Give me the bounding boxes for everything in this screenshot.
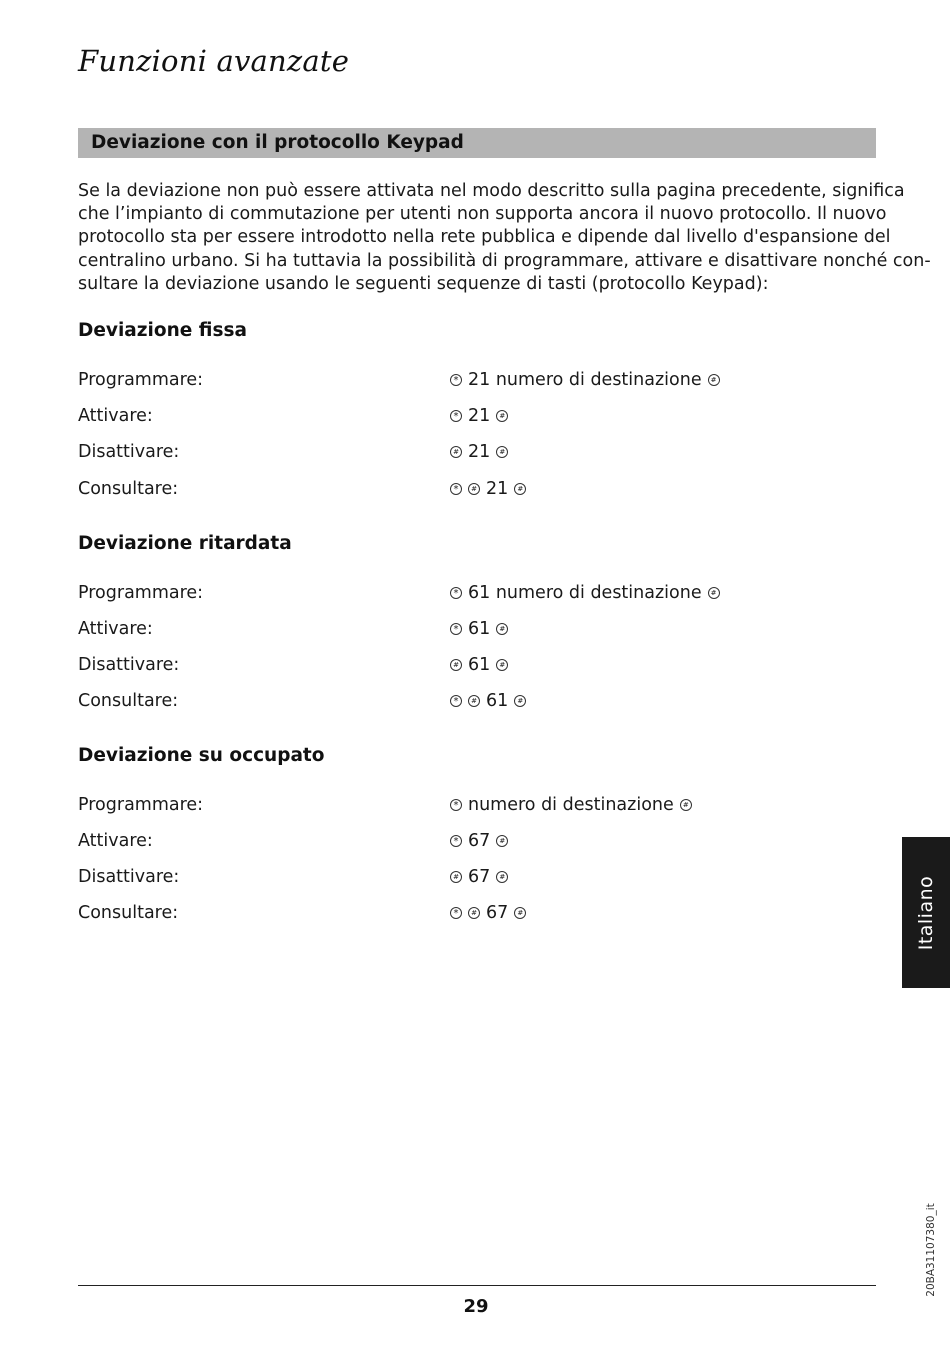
sequence-text: 21 numero di destinazione [468, 370, 702, 390]
row-label: Programmare: [78, 370, 204, 390]
hash-key-icon [514, 907, 526, 919]
intro-line: sultare la deviazione usando le seguenti sequenze di tasti (protocollo Keypad): [78, 273, 769, 294]
star-key-icon [450, 587, 462, 599]
key-sequence [450, 828, 514, 854]
star-key-icon [450, 907, 462, 919]
document-code [921, 1200, 941, 1300]
key-sequence [450, 616, 514, 642]
hash-key-icon [496, 446, 508, 458]
procedure-row [78, 688, 878, 714]
row-label: Attivare: [78, 831, 153, 851]
row-label: Attivare: [78, 619, 153, 639]
sequence-text: 61 [468, 619, 491, 639]
row-label: Disattivare: [78, 442, 180, 462]
hash-key-icon [468, 907, 480, 919]
intro-line: centralino urbano. Si ha tuttavia la possibilità di programmare, attivare e disattivare nonché con- [78, 250, 931, 271]
sequence-text: 61 [468, 655, 491, 675]
sequence-text: 21 [486, 479, 509, 499]
page-number: 29 [463, 1296, 489, 1317]
row-label: Consultare: [78, 479, 179, 499]
section-header-bar [78, 128, 876, 158]
row-label: Attivare: [78, 406, 153, 426]
star-key-icon [450, 835, 462, 847]
sequence-text: 67 [468, 867, 491, 887]
key-sequence [450, 688, 532, 714]
hash-key-icon [450, 871, 462, 883]
key-sequence [450, 403, 514, 429]
footer-rule [78, 1285, 876, 1286]
intro-line: protocollo sta per essere introdotto nella rete pubblica e dipende dal livello d'espansione del [78, 227, 891, 248]
row-label: Programmare: [78, 583, 204, 603]
procedure-row [78, 828, 878, 854]
key-sequence [450, 792, 698, 818]
procedure-row [78, 476, 878, 502]
sequence-text: 61 [486, 691, 509, 711]
row-label: Disattivare: [78, 867, 180, 887]
hash-key-icon [680, 799, 692, 811]
row-label: Consultare: [78, 903, 179, 923]
star-key-icon [450, 374, 462, 386]
procedure-row [78, 652, 878, 678]
procedure-row [78, 864, 878, 890]
hash-key-icon [496, 871, 508, 883]
sequence-text: 67 [468, 831, 491, 851]
hash-key-icon [514, 483, 526, 495]
chapter-title: Funzioni avanzate [78, 44, 350, 78]
intro-line: Se la deviazione non può essere attivata nel modo descritto sulla pagina precedente, significa [78, 181, 905, 201]
star-key-icon [450, 799, 462, 811]
row-label: Consultare: [78, 691, 179, 711]
hash-key-icon [708, 374, 720, 386]
subheading-deviazione-fissa: Deviazione fissa [78, 320, 247, 341]
hash-key-icon [450, 659, 462, 671]
document-code-text: 20BA31107380_it [925, 1203, 937, 1297]
key-sequence [450, 652, 514, 678]
language-label: Italiano [915, 875, 937, 950]
intro-line: che l’impianto di commutazione per utenti non supporta ancora il nuovo protocollo. Il nuovo [78, 204, 887, 225]
subheading-deviazione-ritardata: Deviazione ritardata [78, 533, 292, 554]
procedure-row [78, 792, 878, 818]
key-sequence [450, 367, 726, 393]
key-sequence [450, 864, 514, 890]
key-sequence [450, 476, 532, 502]
hash-key-icon [468, 695, 480, 707]
hash-key-icon [468, 483, 480, 495]
hash-key-icon [496, 623, 508, 635]
intro-paragraph [78, 180, 931, 296]
row-label: Programmare: [78, 795, 204, 815]
hash-key-icon [514, 695, 526, 707]
sequence-text: 21 [468, 442, 491, 462]
subheading-deviazione-su-occupato: Deviazione su occupato [78, 745, 325, 766]
procedure-row [78, 900, 878, 926]
star-key-icon [450, 695, 462, 707]
sequence-text: 67 [486, 903, 509, 923]
procedure-row [78, 367, 878, 393]
key-sequence [450, 900, 532, 926]
hash-key-icon [496, 410, 508, 422]
procedure-row [78, 403, 878, 429]
sequence-text: numero di destinazione [468, 795, 674, 815]
procedure-row [78, 439, 878, 465]
star-key-icon [450, 623, 462, 635]
language-tab [902, 837, 950, 988]
procedure-row [78, 616, 878, 642]
sequence-text: 21 [468, 406, 491, 426]
key-sequence [450, 580, 726, 606]
procedure-row [78, 580, 878, 606]
row-label: Disattivare: [78, 655, 180, 675]
star-key-icon [450, 410, 462, 422]
key-sequence [450, 439, 514, 465]
star-key-icon [450, 483, 462, 495]
hash-key-icon [708, 587, 720, 599]
hash-key-icon [496, 659, 508, 671]
hash-key-icon [496, 835, 508, 847]
sequence-text: 61 numero di destinazione [468, 583, 702, 603]
section-title: Deviazione con il protocollo Keypad [91, 132, 464, 153]
hash-key-icon [450, 446, 462, 458]
